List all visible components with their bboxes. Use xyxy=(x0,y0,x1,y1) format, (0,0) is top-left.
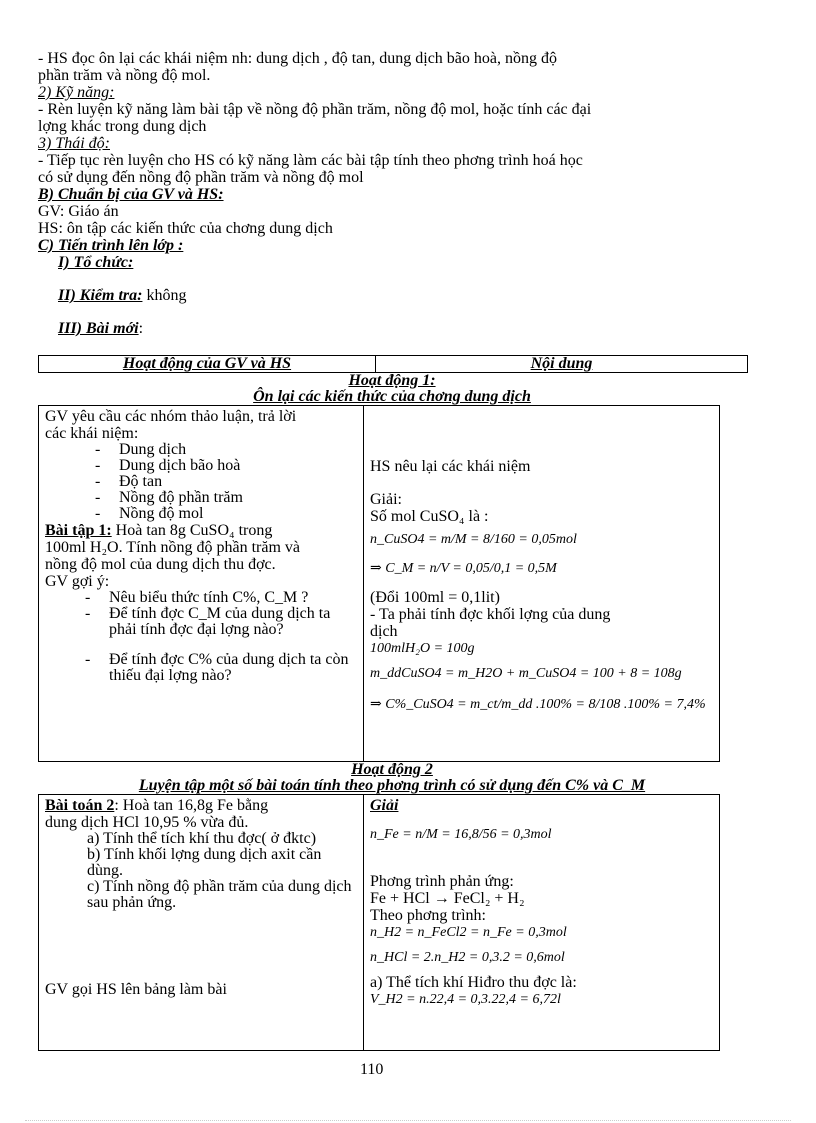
concept-item: - Độ tan xyxy=(95,474,357,490)
exercise-item: c) Tính nồng độ phần trăm của dung dịch sau phản ứng. xyxy=(87,878,352,911)
exercise-item: b) Tính khối lợng dung dịch axit cần dùng. xyxy=(87,846,322,879)
solution-label: Giải: xyxy=(370,491,402,508)
header-col-activity: Hoạt động của GV và HS xyxy=(39,356,376,372)
mass-note-1: - Ta phải tính đợc khối lợng của dung xyxy=(370,606,611,623)
reaction-equation: Fe + HCl → FeCl₂ + H₂ xyxy=(370,890,525,907)
attitude-text-2: có sử dụng đến nồng độ phần trăm và nồng độ mol xyxy=(38,169,364,186)
concept-item: - Dung dịch bão hoà xyxy=(95,458,357,474)
concept-list xyxy=(45,442,357,522)
exercise-2: Bài toán 2: Hoà tan 16,8g Fe bằng xyxy=(45,797,269,814)
attitude-text-1: - Tiếp tục rèn luyện cho HS có kỹ năng làm các bài tập tính theo phơng trình hoá học xyxy=(38,152,583,169)
new-lesson-line: III) Bài mới: xyxy=(58,320,144,337)
page-number: 110 xyxy=(360,1061,384,1078)
hint-list xyxy=(45,590,357,684)
exercise-1-line-3: nồng độ mol của dung dịch thu đợc. xyxy=(45,556,276,573)
equation-hcl-moles: n_HCl = 2.n_H2 = 0,3.2 = 0,6mol xyxy=(370,950,565,965)
skills-heading: 2) Kỹ năng: xyxy=(38,84,115,101)
concept-item: - Dung dịch xyxy=(95,442,357,458)
act1-intro-1: GV yêu cầu các nhóm thảo luận, trả lời xyxy=(45,408,297,425)
gv-prep: GV: Giáo án xyxy=(38,203,119,220)
hs-answer: HS nêu lại các khái niệm xyxy=(370,458,531,475)
document-page xyxy=(38,50,718,1051)
check-line: II) Kiểm tra: không xyxy=(58,287,187,304)
equation-water-mass: 100mlH₂O = 100g xyxy=(370,641,475,656)
activity-1-subtitle: Ôn lại các kiến thức của chơng dung dịch xyxy=(253,388,531,405)
mass-note-2: dịch xyxy=(370,623,398,640)
activity-2-title: Hoạt động 2 xyxy=(351,761,433,778)
part-a-label: a) Thể tích khí Hiđro thu đợc là: xyxy=(370,974,577,991)
header-col-content: Nội dung xyxy=(530,355,593,372)
activity-1-title: Hoạt động 1: xyxy=(348,372,436,389)
unit-conversion: (Đổi 100ml = 0,1lit) xyxy=(370,589,500,606)
process-heading: C) Tiến trình lên lớp : xyxy=(38,237,184,254)
exercise-1: Bài tập 1: Hoà tan 8g CuSO₄ trong xyxy=(45,522,273,539)
reaction-label: Phơng trình phản ứng: xyxy=(370,873,514,890)
table-header xyxy=(38,355,748,373)
footer-divider xyxy=(25,1120,791,1121)
exercise-item: a) Tính thể tích khí thu đợc( ở đktc) xyxy=(87,830,317,847)
hs-prep: HS: ôn tập các kiến thức của chơng dung dịch xyxy=(38,220,333,237)
intro-line-1: - HS đọc ôn lại các khái niệm nh: dung dịch , độ tan, dung dịch bão hoà, nồng độ xyxy=(38,50,558,67)
hint-item: - Để tính đợc C% của dung dịch ta còn thiếu đại lợng nào? xyxy=(85,652,357,684)
equation-fe-moles: n_Fe = n/M = 16,8/56 = 0,3mol xyxy=(370,827,552,842)
concept-item: - Nồng độ mol xyxy=(95,506,357,522)
equation-volume: V_H2 = n.22,4 = 0,3.22,4 = 6,72l xyxy=(370,992,561,1007)
per-equation-label: Theo phơng trình: xyxy=(370,907,486,924)
activity-1-right xyxy=(364,406,719,761)
activity-1-left xyxy=(39,406,364,761)
hint-label: GV gợi ý: xyxy=(45,573,110,590)
exercise-1-line-2: 100ml H₂O. Tính nồng độ phần trăm và xyxy=(45,539,301,556)
attitude-heading: 3) Thái độ: xyxy=(38,135,110,152)
gv-call: GV gọi HS lên bảng làm bài xyxy=(45,981,227,998)
activity-2-subtitle: Luyện tập một số bài toán tính theo phơng trình có sử dụng đến C% và C_M xyxy=(138,777,646,794)
activity-2-box xyxy=(38,794,720,1051)
activity-2-right xyxy=(364,795,719,1050)
equation-moles: n_CuSO4 = m/M = 8/160 = 0,05mol xyxy=(370,532,577,547)
activity-1-box xyxy=(38,405,720,762)
equation-solution-mass: m_ddCuSO4 = m_H2O + m_CuSO4 = 100 + 8 = 108g xyxy=(370,666,682,681)
skills-text-2: lợng khác trong dung dịch xyxy=(38,118,207,135)
activity-2-left xyxy=(39,795,364,1050)
concept-item: - Nồng độ phần trăm xyxy=(95,490,357,506)
organization-heading: I) Tổ chức: xyxy=(58,254,134,271)
intro-line-2: phần trăm và nồng độ mol. xyxy=(38,67,211,84)
act1-intro-2: các khái niệm: xyxy=(45,425,139,442)
equation-h2-moles: n_H2 = n_FeCl2 = n_Fe = 0,3mol xyxy=(370,925,567,940)
moles-label: Số mol CuSO₄ là : xyxy=(370,508,489,525)
hint-item: - Nêu biểu thức tính C%, C_M ? xyxy=(85,590,357,606)
equation-percent: ⇒ C%_CuSO4 = m_ct/m_dd .100% = 8/108 .100% = 7,4% xyxy=(370,697,706,712)
solution-2-label: Giải xyxy=(370,797,399,814)
exercise-2-line-2: dung dịch HCl 10,95 % vừa đủ. xyxy=(45,814,249,831)
skills-text-1: - Rèn luyện kỹ năng làm bài tập về nồng độ phần trăm, nồng độ mol, hoặc tính các đại xyxy=(38,101,592,118)
prep-heading: B) Chuẩn bị của GV và HS: xyxy=(38,186,224,203)
equation-cm: ⇒ C_M = n/V = 0,05/0,1 = 0,5M xyxy=(370,561,557,576)
hint-item: - Để tính đợc C_M của dung dịch ta phải tính đợc đại lợng nào? xyxy=(85,606,357,638)
exercise-2-items xyxy=(45,831,357,911)
